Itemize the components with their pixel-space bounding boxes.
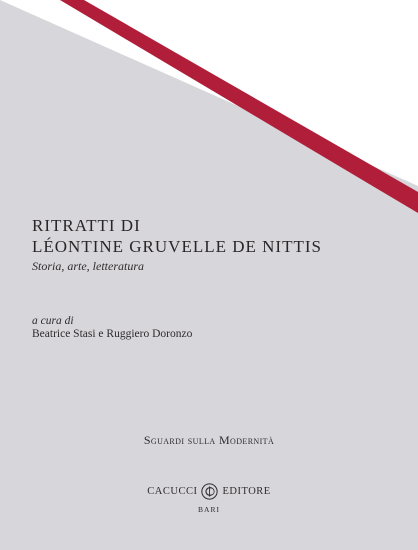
publisher-city: BARI [198, 505, 220, 514]
book-subtitle: Storia, arte, letteratura [32, 259, 144, 273]
series-name: Sguardi sulla Modernità [143, 433, 275, 447]
publisher-name-left: CACUCCI [147, 486, 198, 497]
curated-by-label: a cura di [32, 315, 74, 327]
book-title [32, 215, 322, 257]
cacucci-monogram-icon [201, 483, 218, 500]
title-line-2: LÉONTINE GRUVELLE DE NITTIS [32, 237, 322, 256]
publisher-name-right: EDITORE [222, 486, 271, 497]
title-line-1: RITRATTI DI [32, 216, 141, 235]
publisher-mark [0, 483, 418, 500]
editors-names: Beatrice Stasi e Ruggiero Doronzo [32, 328, 193, 340]
